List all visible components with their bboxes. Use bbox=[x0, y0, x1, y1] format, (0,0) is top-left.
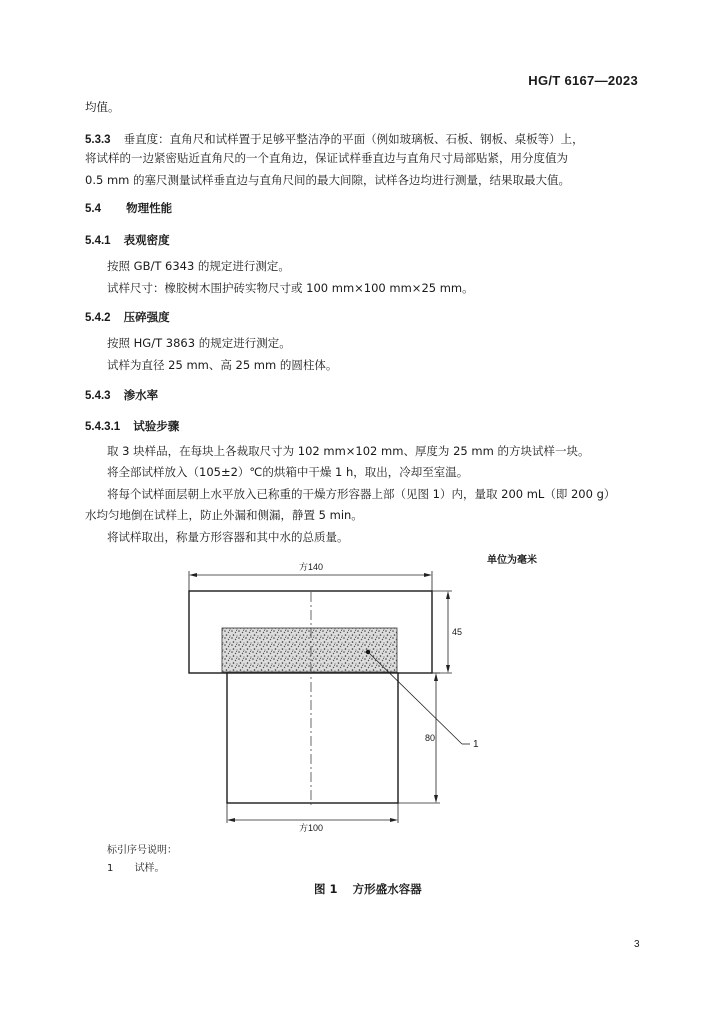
figure-caption bbox=[314, 878, 422, 897]
section-title: 试验步骤 bbox=[133, 419, 180, 433]
container-lower-box bbox=[227, 673, 398, 803]
paragraph-line: 将每个试样面层朝上水平放入已称重的干燥方形容器上部（见图 1）内，量取 200 mL（即 200 g） bbox=[107, 487, 616, 501]
legend-item bbox=[107, 859, 165, 874]
leader-label: 1 bbox=[473, 739, 479, 750]
paragraph-line: 水均匀地倒在试样上，防止外漏和侧漏，静置 5 min。 bbox=[85, 508, 363, 522]
paragraph-line: 将全部试样放入（105±2）℃的烘箱中干燥 1 h，取出，冷却至室温。 bbox=[107, 465, 469, 479]
paragraph-line: 取 3 块样品，在每块上各裁取尺寸为 102 mm×102 mm、厚度为 25 mm 的方块试样一块。 bbox=[107, 444, 590, 458]
continuation-text: 均值。 bbox=[85, 100, 120, 114]
section-number: 5.3.3 bbox=[85, 134, 111, 146]
page-number: 3 bbox=[634, 939, 640, 950]
dimension-top-width: 方140 bbox=[298, 562, 324, 572]
section-title: 物理性能 bbox=[126, 201, 173, 215]
section-number: 5.4.2 bbox=[85, 312, 111, 324]
paragraph-line: 按照 GB/T 6343 的规定进行测定。 bbox=[107, 259, 290, 273]
paragraph-line: 按照 HG/T 3863 的规定进行测定。 bbox=[107, 336, 291, 350]
caption-title: 方形盛水容器 bbox=[352, 882, 422, 896]
figure-unit-note: 单位为毫米 bbox=[487, 555, 537, 566]
paragraph-line: 0.5 mm 的塞尺测量试样垂直边与直角尺间的最大间隙，试样各边均进行测量，结果取最大值。 bbox=[85, 173, 570, 187]
paragraph-line: 试样尺寸：橡胶树木围护砖实物尺寸或 100 mm×100 mm×25 mm。 bbox=[107, 281, 474, 295]
section-title: 压碎强度 bbox=[123, 310, 170, 324]
section-number: 5.4.3 bbox=[85, 390, 111, 402]
dimension-bottom-width: 方100 bbox=[298, 823, 324, 833]
section-number: 5.4.3.1 bbox=[85, 421, 121, 433]
section-number: 5.4 bbox=[85, 203, 101, 215]
dimension-top-height: 45 bbox=[452, 627, 463, 637]
paragraph-line: 垂直度：直角尺和试样置于足够平整洁净的平面（例如玻璃板、石板、钢板、桌板等）上， bbox=[123, 132, 584, 146]
section-title: 渗水率 bbox=[123, 388, 159, 402]
section-title: 表观密度 bbox=[123, 233, 170, 247]
legend-number: 1 bbox=[107, 863, 114, 874]
legend-text: 试样。 bbox=[134, 863, 165, 874]
specimen-block bbox=[222, 628, 397, 672]
caption-number: 图 1 bbox=[314, 882, 338, 896]
paragraph-line: 将试样的一边紧密贴近直角尺的一个直角边，保证试样垂直边与直角尺寸局部贴紧，用分度值为 bbox=[85, 151, 568, 165]
paragraph-line: 将试样取出，称量方形容器和其中水的总质量。 bbox=[107, 530, 349, 544]
document-code: HG/T 6167—2023 bbox=[528, 73, 638, 88]
section-number: 5.4.1 bbox=[85, 235, 111, 247]
legend-title: 标引序号说明： bbox=[107, 845, 177, 856]
dimension-lower-height: 80 bbox=[425, 733, 436, 743]
paragraph-line: 试样为直径 25 mm、高 25 mm 的圆柱体。 bbox=[107, 358, 338, 372]
